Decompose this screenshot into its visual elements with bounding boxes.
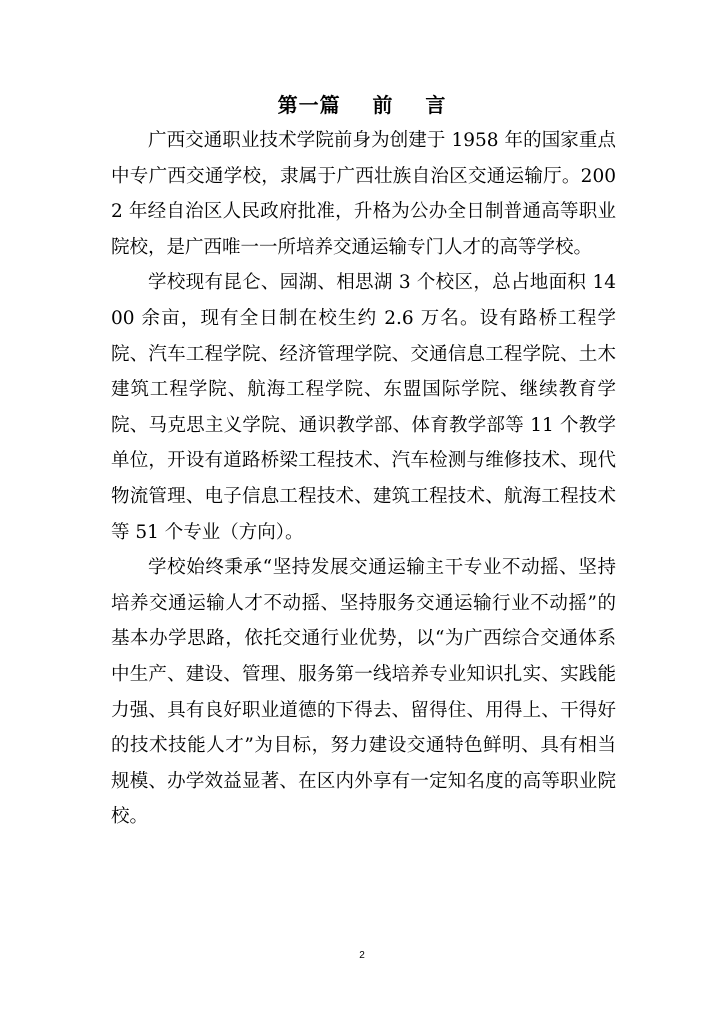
page-title: 第一篇 前 言: [277, 93, 447, 117]
paragraph-history: 广西交通职业技术学院前身为创建于 1958 年的国家重点中专广西交通学校，隶属于广西壮族自治区交通运输厅。2002 年经自治区人民政府批准，升格为公办全日制普通高等职业院校，是广西唯一一所培养交通运输专门人才的高等学校。: [111, 130, 616, 258]
page-number: 2: [359, 950, 365, 961]
paragraph-campuses: 学校现有昆仑、园湖、相思湖 3 个校区，总占地面积 1400 余亩，现有全日制在校生约 2.6 万名。设有路桥工程学院、汽车工程学院、经济管理学院、交通信息工程学院、土木建筑工程学院、航海工程学院、东盟国际学院、继续教育学院、马克思主义学院、通识教学部、体育教学部等 11 个教学单位，开设有道路桥梁工程技术、汽车检测与维修技术、现代物流管理、电子信息工程技术、建筑工程技术、航海工程技术等 51 个专业（方向）。: [111, 272, 616, 543]
paragraph-philosophy: 学校始终秉承“坚持发展交通运输主干专业不动摇、坚持培养交通运输人才不动摇、坚持服务交通运输行业不动摇”的基本办学思路，依托交通行业优势，以“为广西综合交通体系中生产、建设、管理、服务第一线培养专业知识扎实、实践能力强、具有良好职业道德的下得去、留得住、用得上、干得好的技术技能人才”为目标，努力建设交通特色鲜明、具有相当规模、办学效益显著、在区内外享有一定知名度的高等职业院校。: [111, 557, 616, 828]
body-text: [111, 123, 616, 835]
